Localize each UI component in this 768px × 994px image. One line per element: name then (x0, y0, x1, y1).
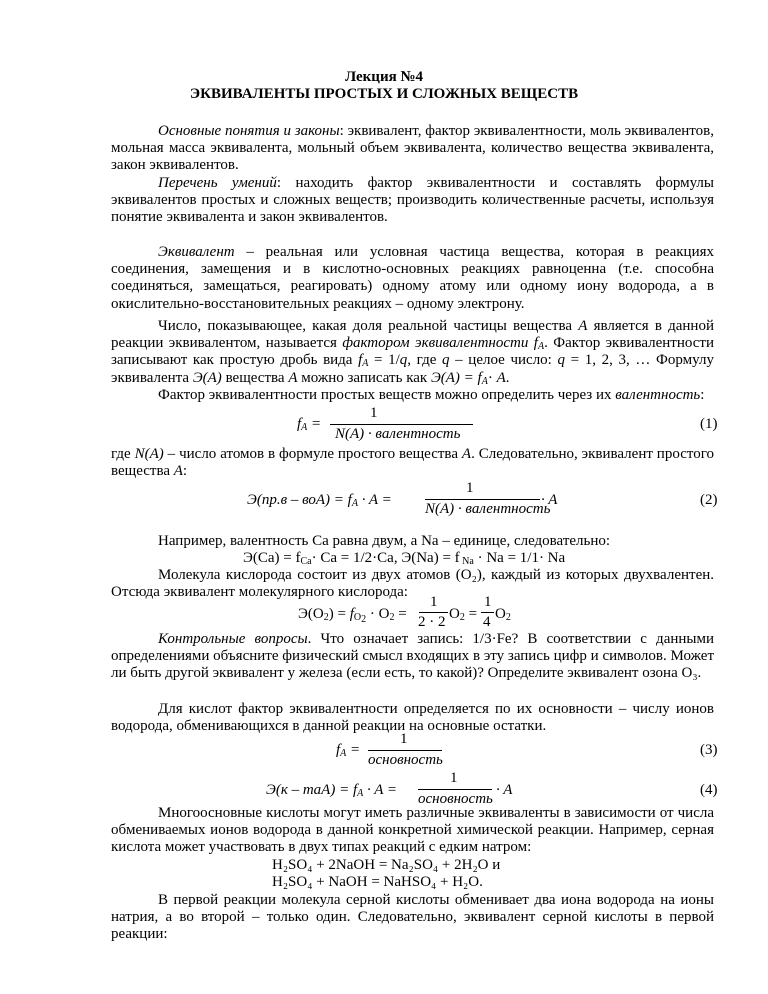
control-text: . Что означает запись: 1/3·Fe? В соответствии с данными определениями объясните физический смысл входящих в эту запись цифр и символов. Может ли быть другой эквивалент у железа (если есть, то какой)? Определите эквивалент озона O₃. (111, 631, 715, 682)
factor-term: фактором эквивалентности f (342, 335, 538, 352)
formula4-fraction-line (418, 789, 492, 790)
concepts-text: : эквивалент, фактор эквивалентности, моль эквивалентов, мольная масса эквивалента, мольный объем эквивалента, количество вещества эквивалента, закон эквивалентов. (111, 123, 714, 174)
factor-text-6: – целое число: (449, 352, 558, 369)
page-title: ЭКВИВАЛЕНТЫ ПРОСТЫХ И СЛОЖНЫХ ВЕЩЕСТВ (189, 86, 579, 102)
formula4-tail: · A (496, 782, 513, 798)
factor-text-5: , где (407, 352, 443, 369)
factor-eqa: Э(A) (192, 369, 222, 386)
definition-text: – реальная или условная частица вещества, которая в реакциях соединения, замещения и в кислотно-основных реакциях равноценна (т.е. способна соединяться, замещаться, реагировать) одному атому или одному иону водорода, а в окислительно-восстановительных реакциях – одному электрону. (111, 244, 714, 312)
formula1-fraction-line (330, 424, 473, 425)
valence-intro-text: Фактор эквивалентности простых веществ можно определить через их (158, 387, 616, 403)
formula2-numerator: 1 (466, 480, 474, 496)
example-line1: Например, валентность Ca равна двум, а Na – единице, следовательно: (158, 533, 611, 549)
concepts-label: Основные понятия и законы (158, 123, 340, 139)
factor-text-8: вещества (221, 369, 289, 386)
formula4-numerator: 1 (450, 770, 458, 786)
formula-o2-tail: $O_2$ (495, 606, 511, 623)
formula4-label: (4) (700, 782, 718, 798)
skills-text: : находить фактор эквивалентности и составлять формулы эквивалентов простых и сложных веществ; производить количественные расчеты, используя понятие эквивалента и закон эквивалентов. (111, 175, 714, 226)
valence-intro: Фактор эквивалентности простых веществ можно определить через их валентность: (158, 387, 705, 403)
factor-var-a3: A (496, 369, 506, 386)
formula-o2-num1: 1 (430, 594, 438, 610)
formula2-lhs: $Э(пр.в - воA) = f_A \cdot A$ = (247, 492, 392, 509)
factor-text-9: можно записать как (297, 369, 431, 386)
factor-var-a2: A (288, 369, 298, 386)
acids-paragraph: Для кислот фактор эквивалентности определяется по их основности – числу ионов водорода, обменивающихся в данной реакции на основные остатки. (111, 701, 714, 735)
factor-text-10: · (487, 369, 497, 386)
example-line3: Молекула кислорода состоит из двух атомов (O₂), каждый из которых двухвалентен. Отсюда эквивалент молекулярного кислорода: (111, 567, 714, 601)
formula-o2-den2: 4 (483, 614, 491, 630)
formula4-lhs: $Э(к - тaA) = f_A \cdot A$ = (266, 782, 397, 799)
factor-paragraph: Число, показывающее, какая доля реальной частицы вещества A является в данной реакции эквивалентом, называется фактором эквивалентности $f_A$. Фактор эквивалентности записывают как простую дробь вида $f_A = 1/q$, где q – целое число: q = 1, 2, 3, … Формулу эквивалента Э(A) вещества A можно записать как $Э(A) = f_A\cdot A$. (111, 318, 714, 387)
factor-text-3: . Фактор эквивалентности записывают как простую дробь вида (111, 335, 714, 369)
control-questions (111, 631, 714, 683)
factor-q2: q (442, 352, 450, 369)
formula-o2-mid: $O_2$ = (449, 606, 478, 623)
valence-word: валентность (615, 387, 701, 403)
factor-var-a: A (578, 318, 588, 334)
after-formula1: где N(A) – число атомов в формуле простого вещества A. Следовательно, эквивалент простого вещества A: (111, 446, 715, 480)
intro-skills (111, 175, 714, 227)
formula2-fraction-line (425, 499, 540, 500)
formula3-denominator: основность (368, 752, 443, 768)
reaction-1: H₂SO₄ + 2NaOH = Na₂SO₄ + 2H₂O и (272, 857, 501, 873)
final-paragraph: В первой реакции молекула серной кислоты обменивает два иона водорода на ионы натрия, а во второй – только один. Следовательно, эквивалент серной кислоты в первой реакции: (111, 892, 714, 943)
formula2-tail: · A (541, 492, 558, 508)
formula3-numerator: 1 (400, 731, 408, 747)
formula-o2-num2: 1 (484, 594, 492, 610)
factor-text-7: = 1, 2, 3, … Формулу эквивалента (111, 352, 714, 386)
intro-concepts (111, 123, 714, 175)
definition-term: Эквивалент (158, 244, 235, 260)
definition-paragraph (111, 244, 714, 313)
factor-q3: q (557, 352, 565, 369)
formula3-lhs: $f_A$ = (336, 742, 361, 759)
lecture-number: Лекция №4 (344, 69, 424, 85)
formula1-numerator: 1 (370, 405, 378, 421)
formula2-label: (2) (700, 492, 718, 508)
formula3-fraction-line (368, 750, 442, 751)
formula1-denominator: N(A) · валентность (335, 426, 461, 442)
formula-o2-den1: 2 · 2 (418, 614, 446, 630)
skills-label: Перечень умений (158, 175, 277, 191)
polyacid-paragraph: Многоосновные кислоты могут иметь различные эквиваленты в зависимости от числа обмениваемых ионов водорода в данной конкретной химической реакции. Например, серная кислота может участвовать в двух типах реакций с едким натром: (111, 805, 714, 856)
factor-text-11: . (505, 369, 510, 386)
formula4-denominator: основность (418, 791, 493, 807)
example-line2: $Э(Ca) = f_{Ca}\cdot Ca = 1/2\cdot Ca$, Э(Na) = f $_{Na}$ · Na = 1/1· Na (243, 550, 566, 567)
formula1-label: (1) (700, 416, 718, 432)
factor-text-2: является в данной реакции эквивалентом, называется (111, 318, 714, 352)
formula1-lhs: $f_A$ = (297, 416, 322, 433)
reaction-2: H₂SO₄ + NaOH = NaHSO₄ + H₂O. (272, 874, 483, 890)
formula3-label: (3) (700, 742, 718, 758)
formula-o2-lhs: $Э(O_2) = f_{O_2} \cdot O_2$ = (298, 606, 407, 625)
formula-o2-line1 (419, 612, 448, 613)
control-label: Контрольные вопросы (158, 631, 308, 647)
formula-o2-line2 (481, 612, 494, 613)
factor-f: f (358, 352, 363, 369)
formula2-denominator: N(A) · валентность (425, 501, 551, 517)
factor-q: q (399, 352, 408, 369)
factor-eqa2: Э(A) = f (430, 369, 482, 386)
factor-text-4: = 1/ (368, 352, 400, 369)
factor-text-1: Число, показывающее, какая доля реальной частицы вещества (158, 318, 579, 334)
